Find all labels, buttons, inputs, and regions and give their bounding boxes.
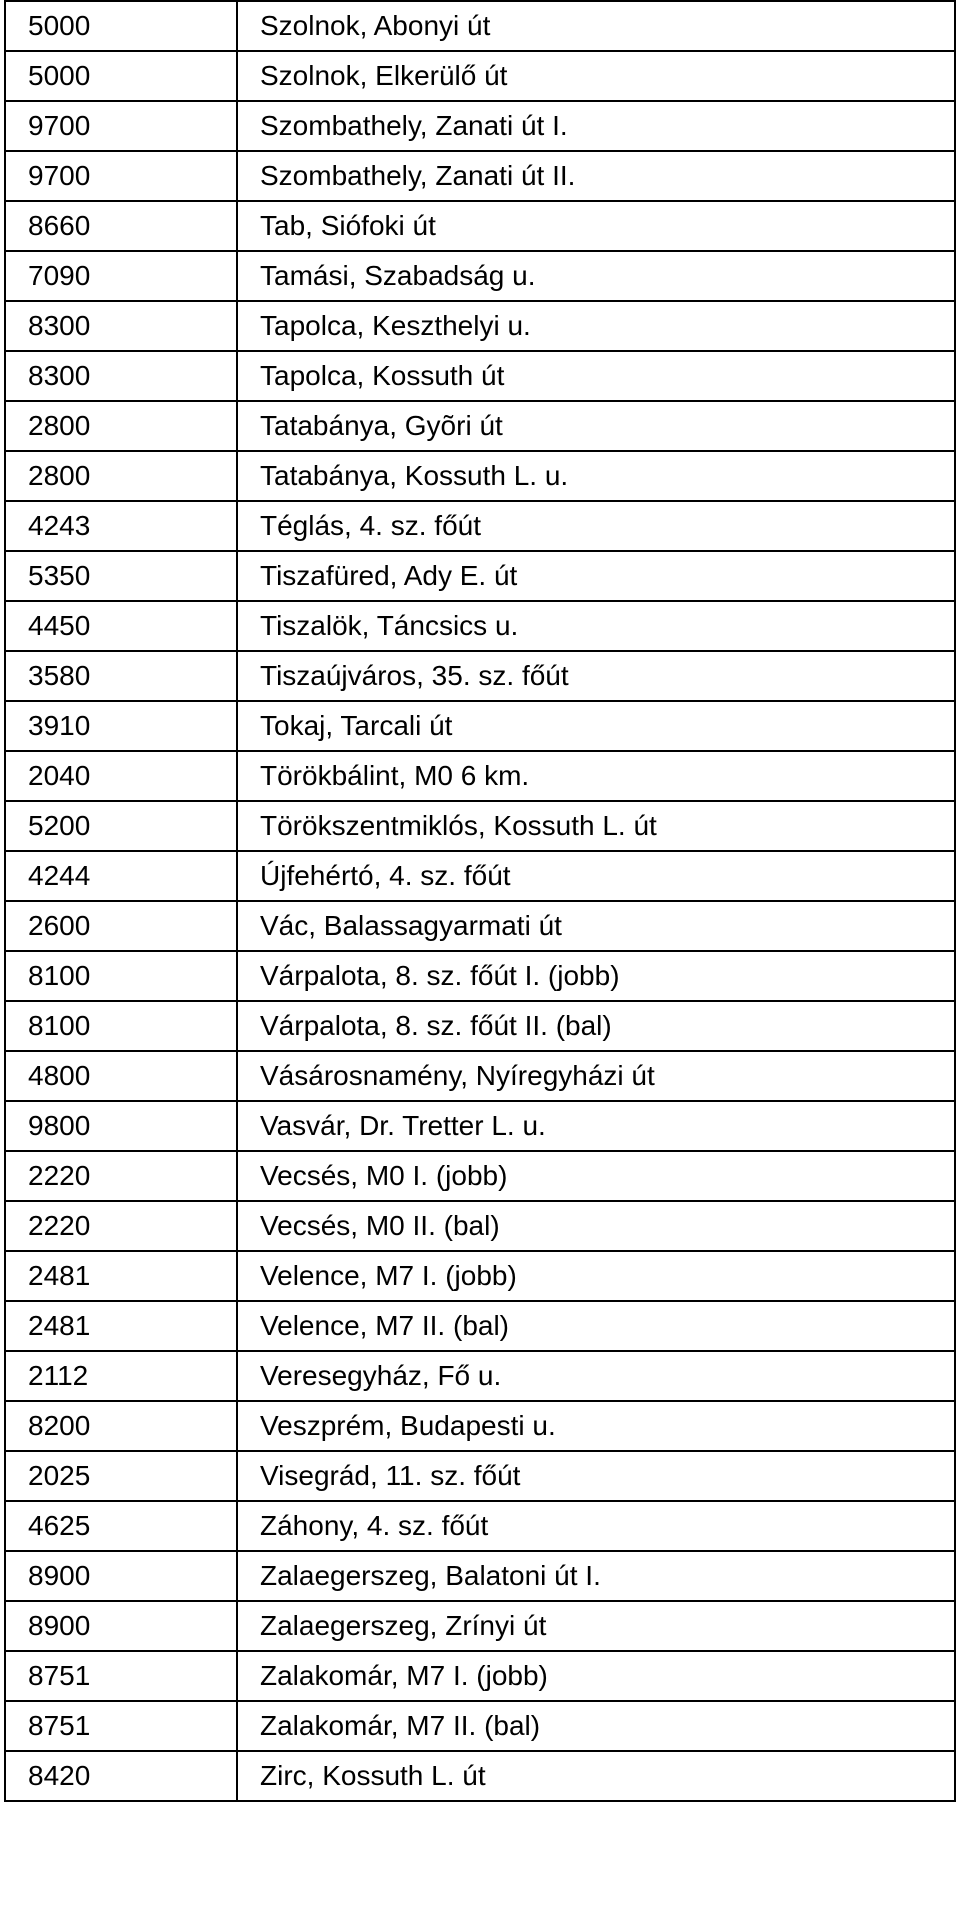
table-row — [5, 1151, 955, 1201]
postal-code-cell: 2220 — [5, 1201, 237, 1251]
location-cell: Tab, Siófoki út — [237, 201, 955, 251]
location-cell: Vác, Balassagyarmati út — [237, 901, 955, 951]
postal-code-cell: 8200 — [5, 1401, 237, 1451]
postal-code-table — [4, 0, 956, 1802]
location-cell: Velence, M7 II. (bal) — [237, 1301, 955, 1351]
postal-code-cell: 2481 — [5, 1251, 237, 1301]
table-row — [5, 851, 955, 901]
table-row — [5, 1201, 955, 1251]
location-cell: Várpalota, 8. sz. főút I. (jobb) — [237, 951, 955, 1001]
location-cell: Zalaegerszeg, Balatoni út I. — [237, 1551, 955, 1601]
postal-code-cell: 2800 — [5, 401, 237, 451]
postal-code-cell: 8751 — [5, 1701, 237, 1751]
location-cell: Tatabánya, Kossuth L. u. — [237, 451, 955, 501]
location-cell: Törökszentmiklós, Kossuth L. út — [237, 801, 955, 851]
table-row — [5, 651, 955, 701]
table-row — [5, 951, 955, 1001]
table-row — [5, 1501, 955, 1551]
postal-code-cell: 4450 — [5, 601, 237, 651]
postal-code-cell: 8900 — [5, 1601, 237, 1651]
postal-code-cell: 2220 — [5, 1151, 237, 1201]
postal-code-cell: 5200 — [5, 801, 237, 851]
location-cell: Tamási, Szabadság u. — [237, 251, 955, 301]
table-row — [5, 1, 955, 51]
location-cell: Visegrád, 11. sz. főút — [237, 1451, 955, 1501]
location-cell: Veszprém, Budapesti u. — [237, 1401, 955, 1451]
location-cell: Törökbálint, M0 6 km. — [237, 751, 955, 801]
postal-code-cell: 9800 — [5, 1101, 237, 1151]
table-row — [5, 901, 955, 951]
location-cell: Zalakomár, M7 II. (bal) — [237, 1701, 955, 1751]
postal-code-cell: 8900 — [5, 1551, 237, 1601]
postal-code-cell: 9700 — [5, 151, 237, 201]
postal-code-cell: 5000 — [5, 1, 237, 51]
table-row — [5, 1751, 955, 1801]
table-row — [5, 701, 955, 751]
location-cell: Vecsés, M0 I. (jobb) — [237, 1151, 955, 1201]
table-row — [5, 1351, 955, 1401]
location-cell: Vecsés, M0 II. (bal) — [237, 1201, 955, 1251]
location-cell: Vásárosnamény, Nyíregyházi út — [237, 1051, 955, 1101]
postal-code-cell: 3580 — [5, 651, 237, 701]
table-row — [5, 351, 955, 401]
postal-code-cell: 9700 — [5, 101, 237, 151]
location-cell: Szolnok, Elkerülő út — [237, 51, 955, 101]
postal-code-cell: 4800 — [5, 1051, 237, 1101]
location-cell: Zirc, Kossuth L. út — [237, 1751, 955, 1801]
location-cell: Tokaj, Tarcali út — [237, 701, 955, 751]
postal-code-cell: 8420 — [5, 1751, 237, 1801]
location-cell: Tiszalök, Táncsics u. — [237, 601, 955, 651]
location-cell: Záhony, 4. sz. főút — [237, 1501, 955, 1551]
postal-code-cell: 2481 — [5, 1301, 237, 1351]
table-row — [5, 1701, 955, 1751]
location-cell: Tapolca, Kossuth út — [237, 351, 955, 401]
table-row — [5, 401, 955, 451]
table-body — [5, 1, 955, 1801]
location-cell: Zalakomár, M7 I. (jobb) — [237, 1651, 955, 1701]
location-cell: Téglás, 4. sz. főút — [237, 501, 955, 551]
table-row — [5, 1601, 955, 1651]
table-row — [5, 751, 955, 801]
postal-code-cell: 5350 — [5, 551, 237, 601]
postal-code-cell: 4625 — [5, 1501, 237, 1551]
location-cell: Szombathely, Zanati út II. — [237, 151, 955, 201]
location-cell: Velence, M7 I. (jobb) — [237, 1251, 955, 1301]
postal-code-cell: 5000 — [5, 51, 237, 101]
table-row — [5, 501, 955, 551]
location-cell: Tiszafüred, Ady E. út — [237, 551, 955, 601]
table-row — [5, 551, 955, 601]
postal-code-cell: 2025 — [5, 1451, 237, 1501]
table-row — [5, 1551, 955, 1601]
table-row — [5, 1301, 955, 1351]
postal-code-cell: 8300 — [5, 351, 237, 401]
table-row — [5, 1051, 955, 1101]
table-row — [5, 451, 955, 501]
postal-code-cell: 3910 — [5, 701, 237, 751]
table-row — [5, 1401, 955, 1451]
location-cell: Zalaegerszeg, Zrínyi út — [237, 1601, 955, 1651]
location-cell: Szombathely, Zanati út I. — [237, 101, 955, 151]
postal-code-cell: 8300 — [5, 301, 237, 351]
location-cell: Vasvár, Dr. Tretter L. u. — [237, 1101, 955, 1151]
table-row — [5, 1651, 955, 1701]
location-cell: Tapolca, Keszthelyi u. — [237, 301, 955, 351]
table-row — [5, 101, 955, 151]
table-row — [5, 1451, 955, 1501]
location-cell: Tiszaújváros, 35. sz. főút — [237, 651, 955, 701]
location-cell: Szolnok, Abonyi út — [237, 1, 955, 51]
location-cell: Várpalota, 8. sz. főút II. (bal) — [237, 1001, 955, 1051]
postal-code-cell: 7090 — [5, 251, 237, 301]
postal-code-cell: 2800 — [5, 451, 237, 501]
postal-code-cell: 2040 — [5, 751, 237, 801]
table-row — [5, 151, 955, 201]
location-cell: Tatabánya, Gyõri út — [237, 401, 955, 451]
postal-code-cell: 4244 — [5, 851, 237, 901]
location-cell: Veresegyház, Fő u. — [237, 1351, 955, 1401]
postal-code-cell: 8100 — [5, 1001, 237, 1051]
location-cell: Újfehértó, 4. sz. főút — [237, 851, 955, 901]
table-row — [5, 1001, 955, 1051]
table-row — [5, 201, 955, 251]
postal-code-cell: 4243 — [5, 501, 237, 551]
postal-code-cell: 8660 — [5, 201, 237, 251]
postal-code-cell: 2600 — [5, 901, 237, 951]
table-row — [5, 301, 955, 351]
table-row — [5, 801, 955, 851]
table-row — [5, 251, 955, 301]
postal-code-cell: 8751 — [5, 1651, 237, 1701]
table-row — [5, 1101, 955, 1151]
table-row — [5, 1251, 955, 1301]
postal-code-cell: 2112 — [5, 1351, 237, 1401]
postal-code-cell: 8100 — [5, 951, 237, 1001]
table-row — [5, 51, 955, 101]
table-row — [5, 601, 955, 651]
